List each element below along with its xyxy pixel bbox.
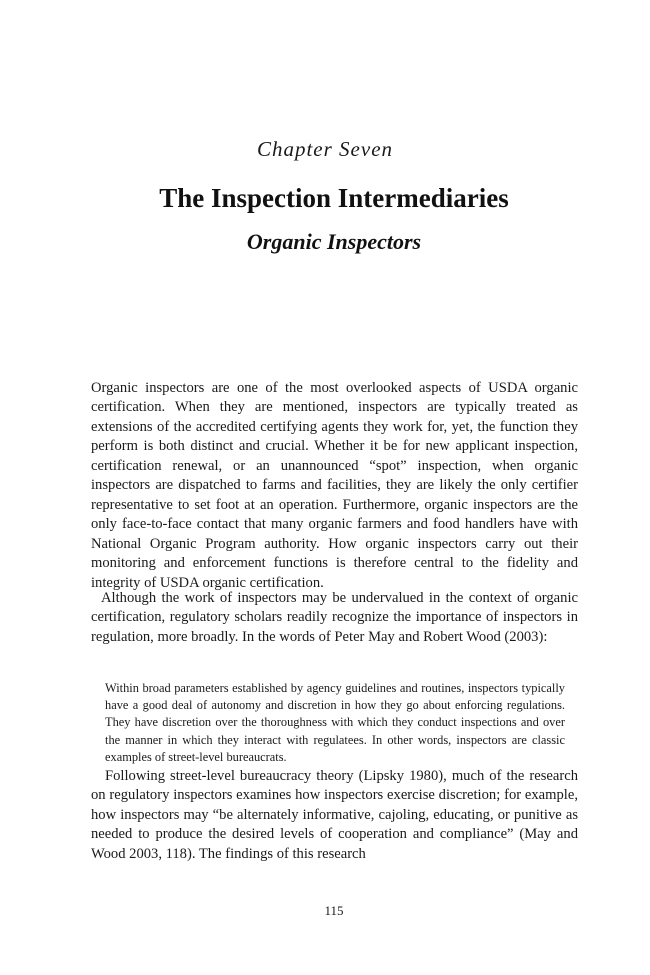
- chapter-label: Chapter Seven: [256, 137, 394, 161]
- body-paragraph-2: [91, 589, 578, 647]
- paragraph-text: Organic inspectors are one of the most overlooked aspects of USDA organic certification. When they are mentioned, inspectors are typically treated as extensions of the accredited certifying agents they work for, yet, the function they perform is both distinct and crucial. Whether it be for new applicant inspection, certification renewal, or an unannounced “spot” inspection, when organic inspectors are dispatched to farms and facilities, they are likely the only certifier representative to set foot at an operation. Furthermore, organic inspectors are the only face-to-face contact that many organic farmers and food handlers have with National Organic Program authority. How organic inspectors carry out their monitoring and enforcement functions is therefore central to the fidelity and integrity of USDA organic certification.: [91, 380, 578, 591]
- chapter-title: The Inspection Intermediaries: [159, 183, 509, 213]
- paragraph-text: Following street-level bureaucracy theory (Lipsky 1980), much of the research on regulatory inspectors examines how inspectors exercise discretion; for example, how inspectors may “be alternately informative, cajoling, educating, or punitive as needed to produce the desired levels of cooperation and compliance” (May and Wood 2003, 118). The findings of this research: [91, 768, 578, 862]
- page-number: 115: [324, 903, 344, 918]
- paragraph-text: Although the work of inspectors may be undervalued in the context of organic certification, regulatory scholars readily recognize the importance of inspectors in regulation, more broadly. In the words of Peter May and Robert Wood (2003):: [91, 590, 578, 645]
- body-paragraph-3: [91, 767, 578, 864]
- block-quote: Within broad parameters established by agency guidelines and routines, inspectors typically have a good deal of autonomy and discretion in how they go about enforcing regulations. They have discretion over the thoroughness with which they conduct inspections and over the manner in which they interact with regulatees. In other words, inspectors are classic examples of street-level bureaucrats.: [105, 681, 565, 764]
- chapter-subtitle: Organic Inspectors: [246, 229, 422, 254]
- body-paragraph-1: [91, 379, 578, 593]
